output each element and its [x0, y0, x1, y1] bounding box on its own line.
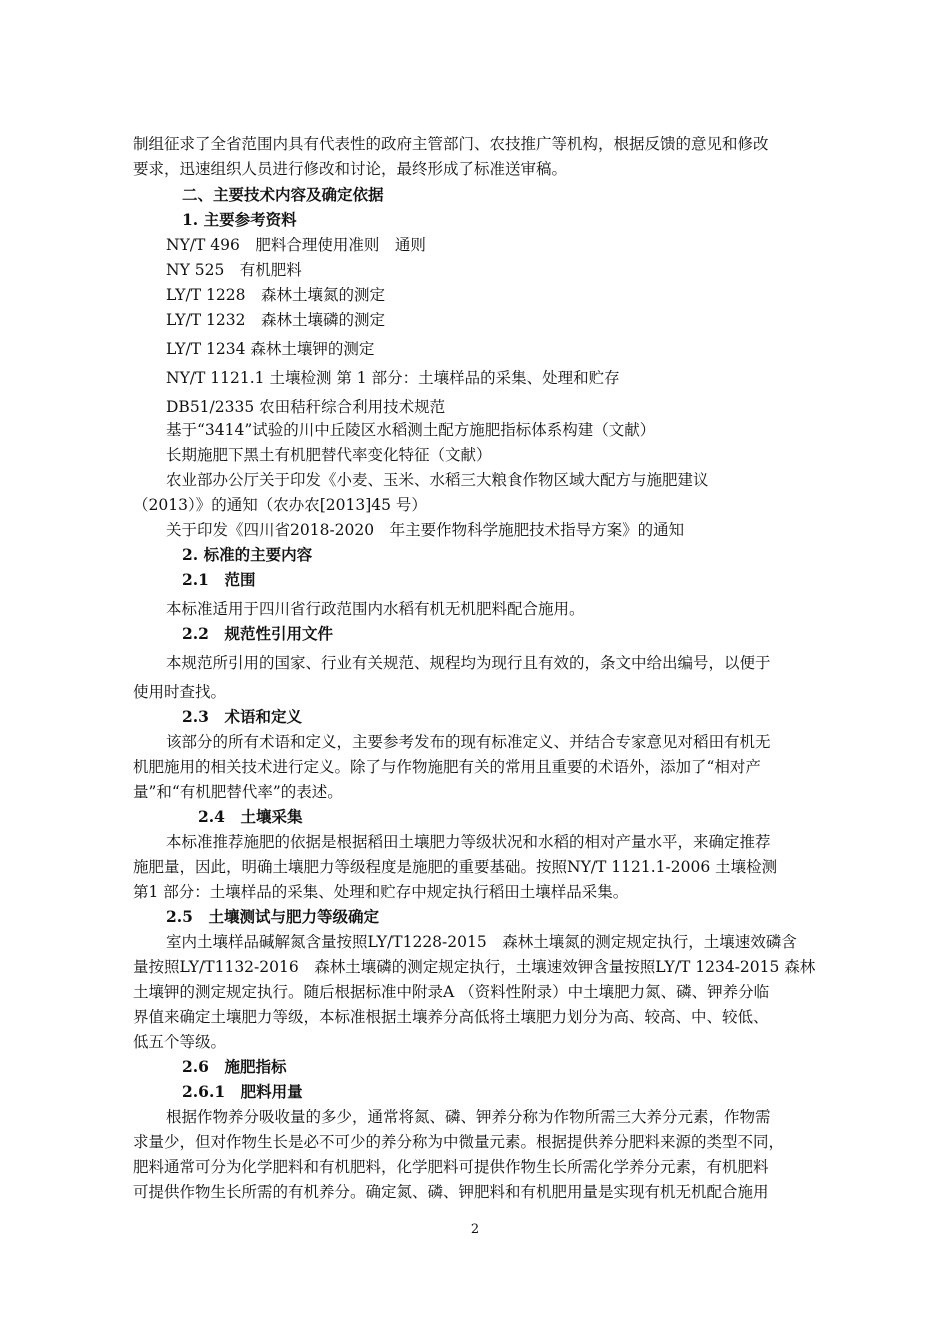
body-text-line: 制组征求了全省范围内具有代表性的政府主管部门、农技推广等机构，根据反馈的意见和修改: [133, 135, 769, 153]
reference-item: DB51/2335 农田秸秆综合利用技术规范: [166, 398, 446, 416]
reference-item: 长期施肥下黑土有机肥替代率变化特征（文献）: [166, 446, 492, 464]
clause-heading: 2.3 术语和定义: [182, 707, 302, 726]
body-text-line: 该部分的所有术语和定义，主要参考发布的现有标准定义、并结合专家意见对稻田有机无: [166, 733, 771, 751]
body-text-line: 要求，迅速组织人员进行修改和讨论，最终形成了标准送审稿。: [133, 160, 568, 178]
page-number: 2: [470, 1222, 480, 1237]
clause-heading: 2.5 土壤测试与肥力等级确定: [166, 907, 379, 926]
clause-heading: 2.6 施肥指标: [182, 1057, 287, 1076]
reference-item: 关于印发《四川省2018-2020 年主要作物科学施肥技术指导方案》的通知: [166, 521, 685, 539]
body-text-line: 量”和“有机肥替代率”的表述。: [133, 783, 343, 801]
reference-item: NY/T 1121.1 土壤检测 第 1 部分：土壤样品的采集、处理和贮存: [166, 369, 620, 387]
body-text-line: 本标准适用于四川省行政范围内水稻有机无机肥料配合施用。: [166, 600, 585, 618]
reference-item: LY/T 1228 森林土壤氮的测定: [166, 286, 385, 304]
reference-item: 基于“3414”试验的川中丘陵区水稻测土配方施肥指标体系构建（文献）: [166, 421, 656, 439]
body-text-line: 可提供作物生长所需的有机养分。确定氮、磷、钾肥料和有机肥用量是实现有机无机配合施用: [133, 1183, 769, 1201]
clause-heading: 2.4 土壤采集: [198, 807, 303, 826]
reference-item: 农业部办公厅关于印发《小麦、玉米、水稻三大粮食作物区域大配方与施肥建议: [166, 471, 709, 489]
body-text-line: 低五个等级。: [133, 1033, 227, 1051]
body-text-line: 使用时查找。: [133, 683, 227, 701]
body-text-line: 第1 部分：土壤样品的采集、处理和贮存中规定执行稻田土壤样品采集。: [133, 883, 629, 901]
body-text-line: 机肥施用的相关技术进行定义。除了与作物施肥有关的常用且重要的术语外，添加了“相对产: [133, 758, 761, 776]
body-text-line: 界值来确定土壤肥力等级，本标准根据土壤养分高低将土壤肥力划分为高、较高、中、较低、: [133, 1008, 769, 1026]
body-text-line: 本规范所引用的国家、行业有关规范、规程均为现行且有效的，条文中给出编号，以便于: [166, 654, 771, 672]
clause-heading: 2.2 规范性引用文件: [182, 624, 333, 643]
body-text-line: 肥料通常可分为化学肥料和有机肥料，化学肥料可提供作物生长所需化学养分元素，有机肥料: [133, 1158, 769, 1176]
body-text-line: 量按照LY/T1132-2016 森林土壤磷的测定规定执行，土壤速效钾含量按照LY/T 1234-2015 森林: [133, 958, 816, 976]
reference-item: NY/T 496 肥料合理使用准则 通则: [166, 236, 426, 254]
reference-item: LY/T 1232 森林土壤磷的测定: [166, 311, 385, 329]
subsection-heading: 1. 主要参考资料: [182, 210, 297, 229]
section-heading: 二、主要技术内容及确定依据: [182, 185, 384, 204]
body-text-line: 室内土壤样品碱解氮含量按照LY/T1228-2015 森林土壤氮的测定规定执行，土壤速效磷含: [166, 933, 797, 951]
reference-item: NY 525 有机肥料: [166, 261, 302, 279]
reference-item: LY/T 1234 森林土壤钾的测定: [166, 340, 375, 358]
clause-heading: 2.1 范围: [182, 570, 256, 589]
body-text-line: 土壤钾的测定规定执行。随后根据标准中附录A （资料性附录）中土壤肥力氮、磷、钾养分临: [133, 983, 770, 1001]
body-text-line: 本标准推荐施肥的依据是根据稻田土壤肥力等级状况和水稻的相对产量水平，来确定推荐: [166, 833, 771, 851]
body-text-line: 施肥量，因此，明确土壤肥力等级程度是施肥的重要基础。按照NY/T 1121.1-2006 土壤检测: [133, 858, 778, 876]
body-text-line: 根据作物养分吸收量的多少，通常将氮、磷、钾养分称为作物所需三大养分元素，作物需: [166, 1108, 771, 1126]
reference-item: （2013）》的通知（农办农[2013]45 号）: [133, 496, 427, 514]
subclause-heading: 2.6.1 肥料用量: [182, 1082, 303, 1101]
subsection-heading: 2. 标准的主要内容: [182, 545, 313, 564]
body-text-line: 求量少，但对作物生长是必不可少的养分称为中微量元素。根据提供养分肥料来源的类型不同，: [133, 1133, 785, 1151]
